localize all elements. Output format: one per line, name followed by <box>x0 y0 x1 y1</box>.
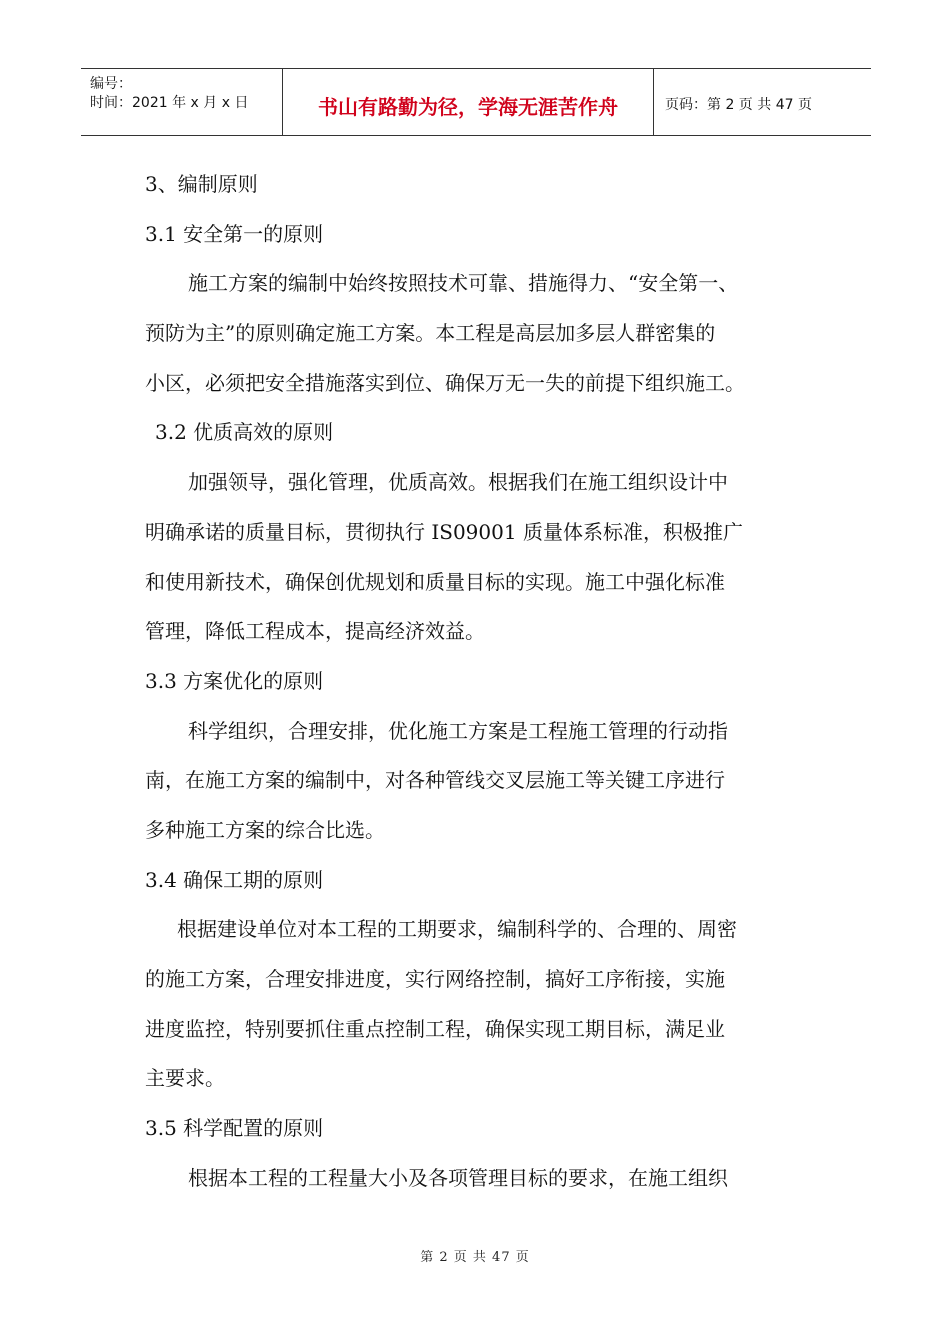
paragraph-line: 南，在施工方案的编制中，对各种管线交叉层施工等关键工序进行 <box>145 768 725 793</box>
page-header <box>81 68 871 136</box>
document-number-label: 编号： <box>90 76 132 92</box>
paragraph-line: 明确承诺的质量目标，贯彻执行 IS09001 质量体系标准，积极推广 <box>145 519 743 544</box>
paragraph-line: 和使用新技术，确保创优规划和质量目标的实现。施工中强化标准 <box>145 569 725 594</box>
paragraph-line: 根据建设单位对本工程的工期要求，编制科学的、合理的、周密 <box>177 917 737 942</box>
paragraph-line: 多种施工方案的综合比选。 <box>145 817 385 842</box>
subsection-heading: 3.4 确保工期的原则 <box>145 867 324 892</box>
paragraph-line: 预防为主”的原则确定施工方案。本工程是高层加多层人群密集的 <box>145 321 716 346</box>
paragraph-line: 科学组织，合理安排，优化施工方案是工程施工管理的行动指 <box>188 718 728 743</box>
paragraph-line: 主要求。 <box>145 1066 225 1091</box>
paragraph-line: 管理，降低工程成本，提高经济效益。 <box>145 619 485 644</box>
document-body <box>145 160 810 1203</box>
paragraph-line: 加强领导，强化管理，优质高效。根据我们在施工组织设计中 <box>188 470 728 495</box>
subsection-heading: 3.5 科学配置的原则 <box>145 1116 324 1141</box>
subsection-heading: 3.1 安全第一的原则 <box>145 221 324 246</box>
page-footer: 第 2 页 共 47 页 <box>420 1250 530 1265</box>
section-heading: 3、编制原则 <box>145 172 258 196</box>
paragraph-line: 根据本工程的工程量大小及各项管理目标的要求，在施工组织 <box>188 1165 728 1190</box>
subsection-heading: 3.2 优质高效的原则 <box>155 420 334 445</box>
header-page-label: 页码：第 2 页 共 47 页 <box>665 97 812 113</box>
paragraph-line: 的施工方案，合理安排进度，实行网络控制，搞好工序衔接，实施 <box>145 967 725 991</box>
paragraph-line: 施工方案的编制中始终按照技术可靠、措施得力、“安全第一、 <box>188 271 739 296</box>
document-date-label: 时间：2021 年 x 月 x 日 <box>90 95 249 111</box>
paragraph-line: 小区，必须把安全措施落实到位、确保万无一失的前提下组织施工。 <box>145 370 745 395</box>
header-motto: 书山有路勤为径，学海无涯苦作舟 <box>283 69 654 135</box>
header-meta-cell <box>81 69 283 135</box>
subsection-heading: 3.3 方案优化的原则 <box>145 668 324 693</box>
paragraph-line: 进度监控，特别要抓住重点控制工程，确保实现工期目标，满足业 <box>145 1016 725 1041</box>
